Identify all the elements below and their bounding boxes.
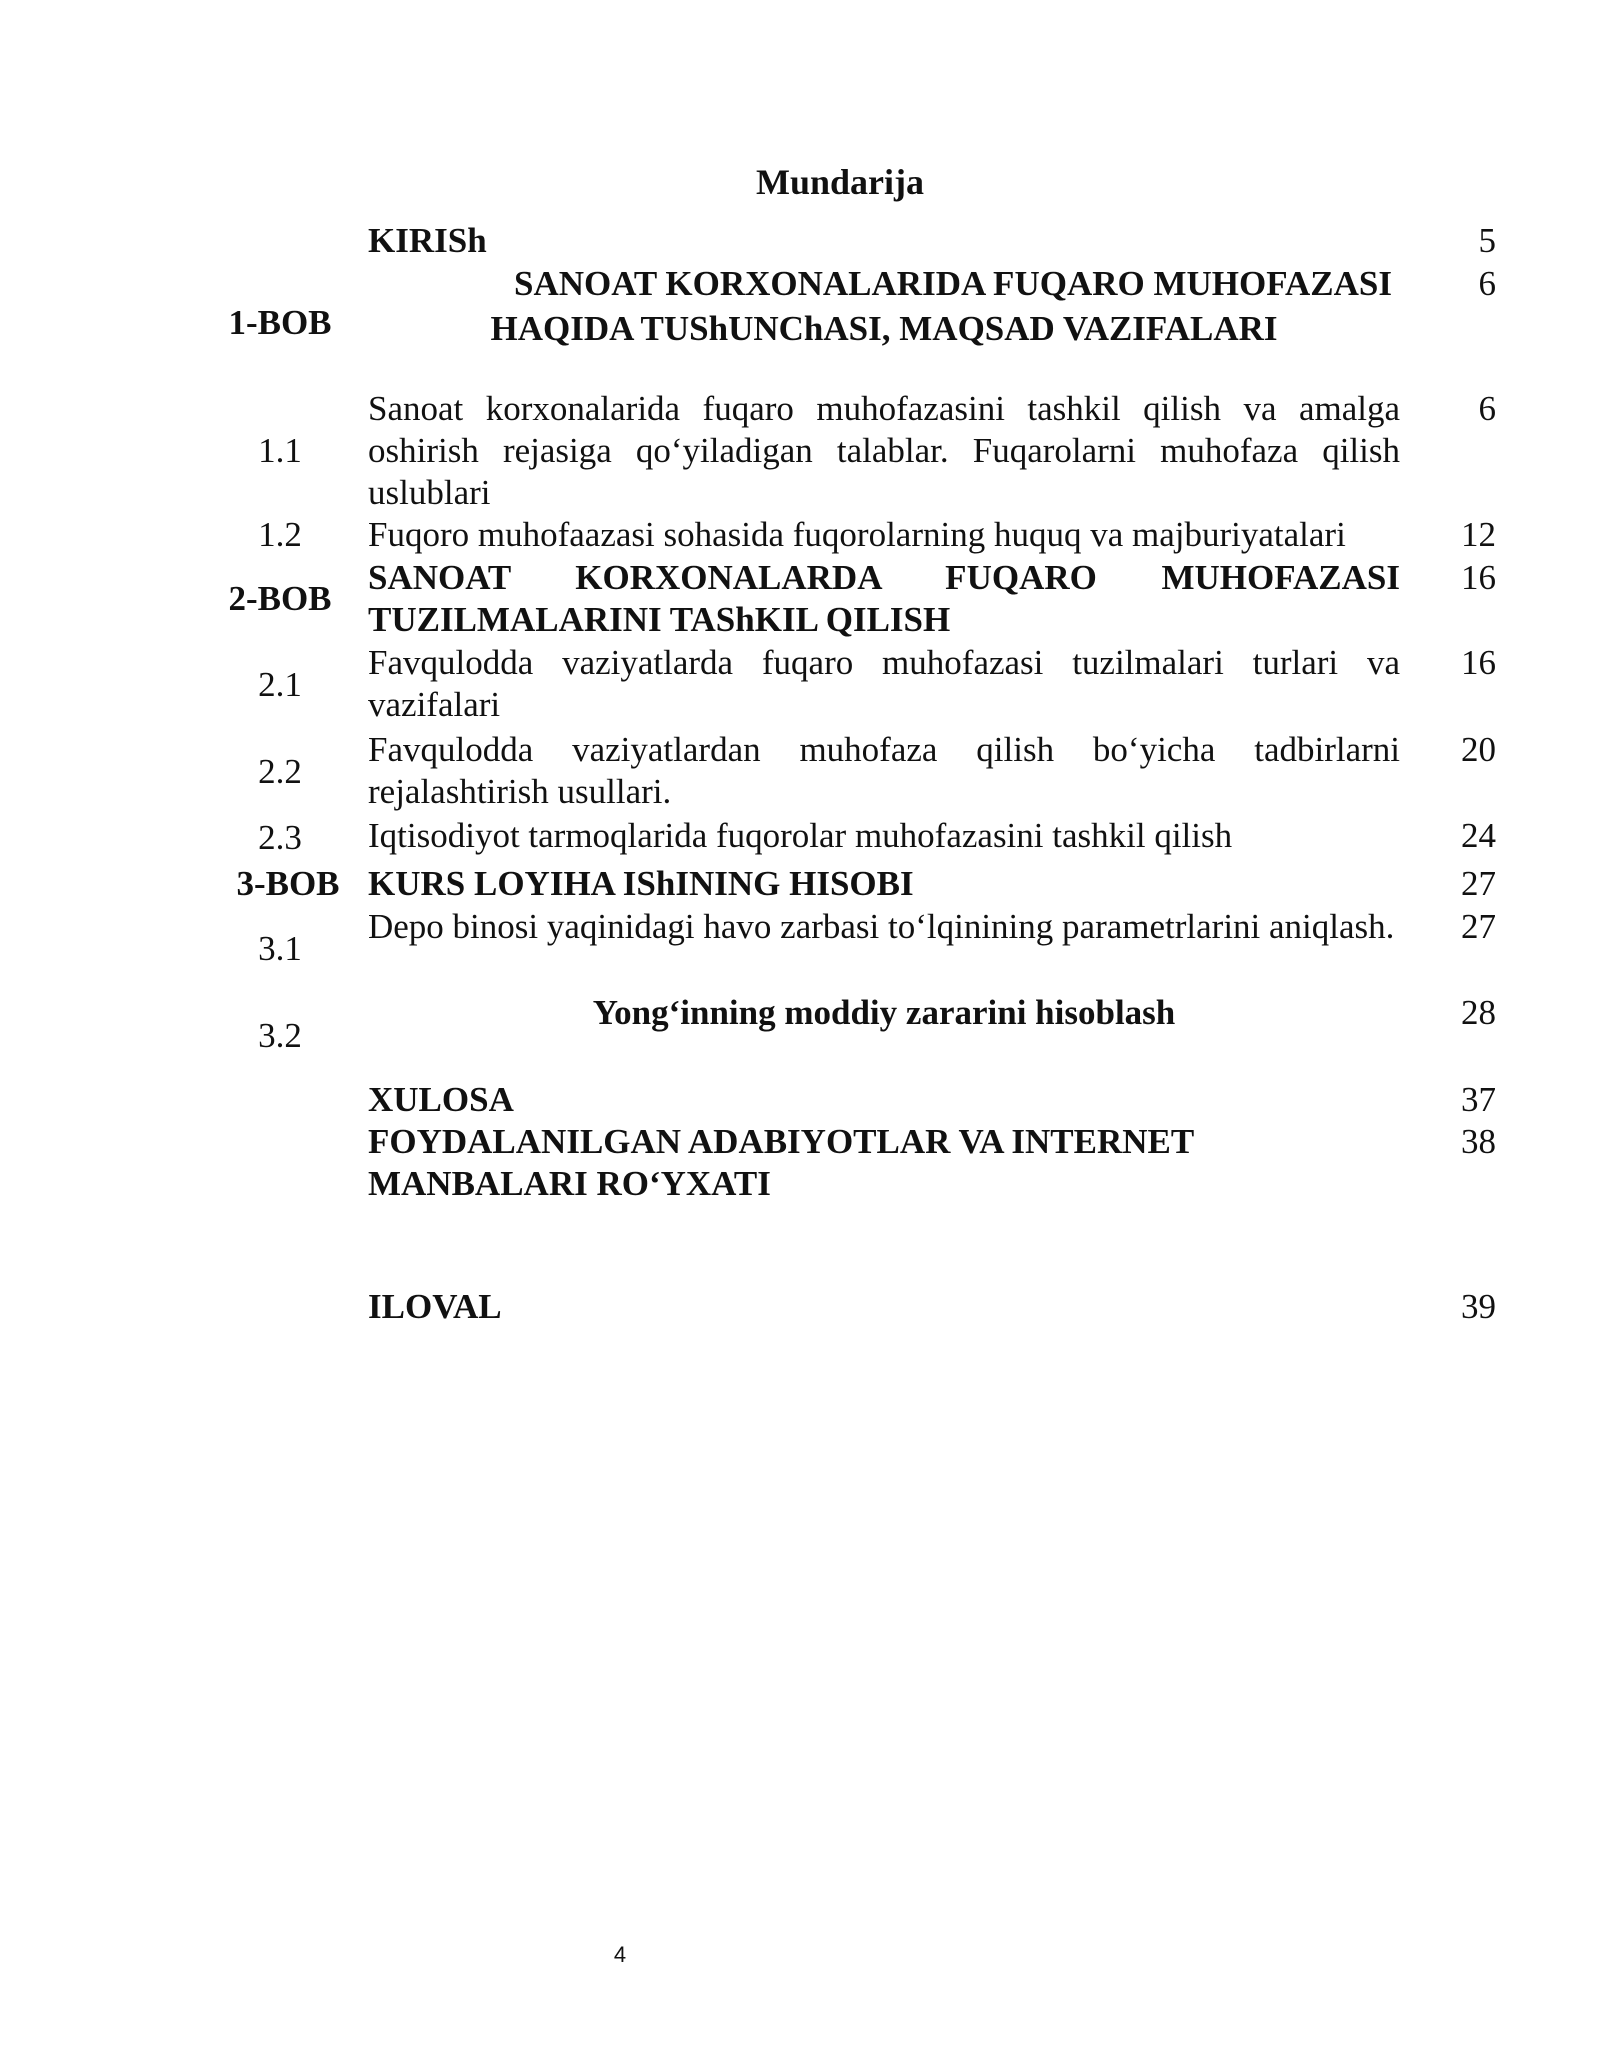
toc-entry-3-1-text: Depo binosi yaqinidagi havo zarbasi to‘lqinining parametrlarini aniqlash. (368, 907, 1395, 946)
toc-entry-kirish-text: KIRISh (368, 221, 487, 260)
toc-entry-2-2-page: 20 (1461, 730, 1496, 769)
toc-entry-1-1-page: 6 (1478, 389, 1496, 428)
toc-entry-2-1-text: Favqulodda vaziyatlarda fuqaro muhofazasi tuzilmalari turlari va vazifalari (368, 643, 1400, 724)
toc-entry-2-1-label: 2.1 (258, 665, 302, 704)
toc-entry-bob2-label: 2-BOB (228, 579, 332, 618)
toc-entry-bob3-page: 27 (1461, 864, 1496, 903)
toc-entry-adabiyot-page: 38 (1461, 1122, 1496, 1161)
toc-entry-1-2-text: Fuqoro muhofaazasi sohasida fuqorolarning huquq va majburiyatalari (368, 515, 1346, 554)
toc-entry-3-2-label: 3.2 (258, 1016, 302, 1055)
toc-title: Mundarija (755, 162, 924, 202)
toc-entry-bob2-page: 16 (1461, 558, 1496, 597)
toc-entry-2-1-page: 16 (1461, 643, 1496, 682)
toc-entry-bob1-page: 6 (1478, 264, 1496, 303)
toc-entry-1-1-label: 1.1 (258, 431, 302, 470)
toc-entry-1-1-text: Sanoat korxonalarida fuqaro muhofazasini tashkil qilish va amalga oshirish rejasiga qo‘yiladigan talablar. Fuqarolarni muhofaza qilish uslublari (368, 389, 1400, 512)
toc-entry-xulosa-page: 37 (1461, 1080, 1496, 1119)
toc-entry-2-2-text: Favqulodda vaziyatlardan muhofaza qilish bo‘yicha tadbirlarni rejalashtirish usullari. (368, 730, 1400, 811)
toc-entry-1-2-label: 1.2 (258, 515, 302, 554)
toc-entry-kirish-page: 5 (1478, 221, 1496, 260)
toc-entry-xulosa-text: XULOSA (368, 1080, 514, 1119)
toc-entry-ilova-page: 39 (1461, 1287, 1496, 1326)
toc-entry-2-2-label: 2.2 (258, 752, 302, 791)
toc-entry-3-2-text: Yong‘inning moddiy zararini hisoblash (592, 993, 1176, 1032)
page-number: 4 (613, 1942, 627, 1967)
toc-entry-ilova-text: ILOVAL (368, 1287, 502, 1326)
toc-entry-bob3-text: KURS LOYIHA IShINING HISOBI (368, 864, 914, 903)
toc-entry-3-2-page: 28 (1461, 993, 1496, 1032)
toc-entry-bob1-line1: SANOAT KORXONALARIDA FUQARO MUHOFAZASI (514, 264, 1392, 303)
toc-entry-2-3-text: Iqtisodiyot tarmoqlarida fuqorolar muhofazasini tashkil qilish (368, 816, 1233, 855)
toc-entry-3-1-page: 27 (1461, 907, 1496, 946)
toc-entry-bob1-line2: HAQIDA TUShUNChASI, MAQSAD VAZIFALARI (490, 309, 1278, 348)
toc-entry-2-3-label: 2.3 (258, 818, 302, 857)
toc-entry-2-3-page: 24 (1461, 816, 1496, 855)
toc-entry-adabiyot-text: FOYDALANILGAN ADABIYOTLAR VA INTERNET MANBALARI RO‘YXATI (368, 1122, 1194, 1203)
toc-entry-3-1-label: 3.1 (258, 929, 302, 968)
toc-entry-bob2-text: SANOAT KORXONALARDA FUQARO MUHOFAZASI TUZILMALARINI TAShKIL QILISH (368, 558, 1400, 639)
toc-entry-1-2-page: 12 (1461, 515, 1496, 554)
toc-entry-bob3-label: 3-BOB (236, 864, 340, 903)
toc-entry-bob1-label: 1-BOB (228, 303, 332, 342)
